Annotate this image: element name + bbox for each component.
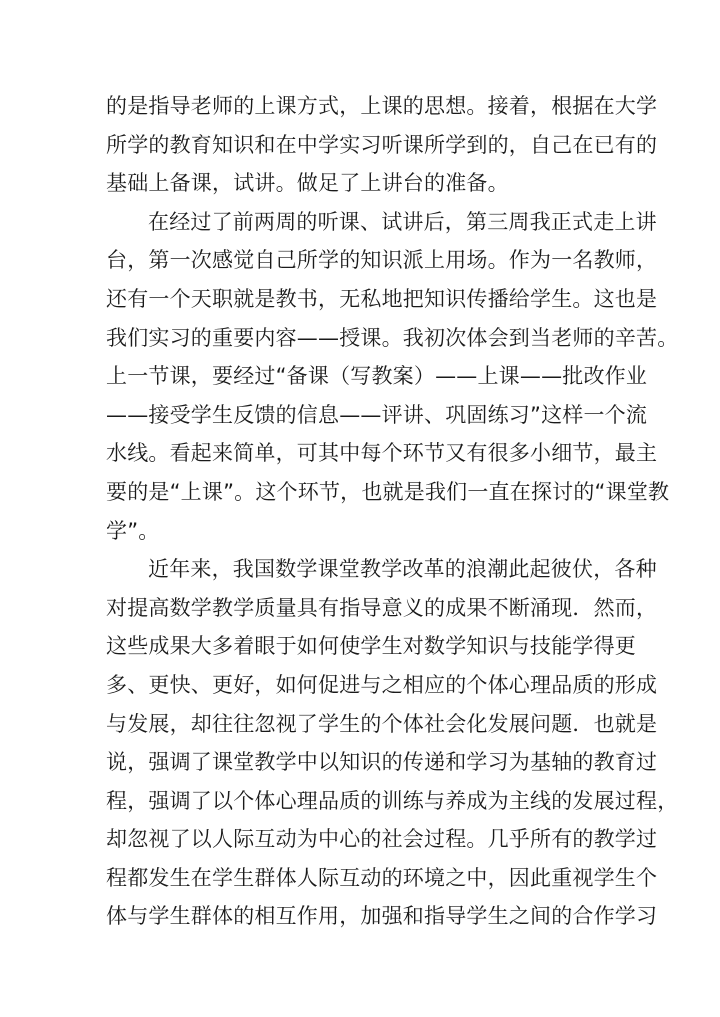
body-text [106, 87, 679, 936]
text-line: 说，强调了课堂教学中以知识的传递和学习为基轴的教育过 [106, 750, 658, 775]
text-line: 这些成果大多着眼于如何使学生对数学知识与技能学得更 [106, 634, 636, 659]
text-line: 在经过了前两周的听课、试讲后，第三周我正式走上讲 [148, 209, 657, 234]
text-line: 还有一个天职就是教书，无私地把知识传播给学生。这也是 [106, 286, 658, 311]
text-line: 水线。看起来简单，可其中每个环节又有很多小细节，最主 [106, 441, 658, 466]
text-line: 却忽视了以人际互动为中心的社会过程。几乎所有的教学过 [106, 827, 658, 852]
text-line: 与发展，却往往忽视了学生的个体社会化发展问题．也就是 [106, 711, 658, 736]
text-line: 台，第一次感觉自己所学的知识派上用场。作为一名教师， [106, 248, 658, 273]
text-line: 的是指导老师的上课方式，上课的思想。接着，根据在大学 [106, 94, 658, 118]
text-line: 近年来，我国数学课堂教学改革的浪潮此起彼伏，各种 [148, 557, 657, 582]
text-line: 我们实习的重要内容——授课。我初次体会到当老师的辛苦。 [106, 325, 679, 350]
text-line: 上一节课，要经过“备课（写教案）——上课——批改作业 [106, 364, 648, 389]
text-line: 程，强调了以个体心理品质的训练与养成为主线的发展过程， [106, 788, 679, 813]
text-line: 程都发生在学生群体人际互动的环境之中，因此重视学生个 [106, 865, 658, 890]
text-line: 要的是“上课”。这个环节，也就是我们一直在探讨的“课堂教 [106, 479, 670, 504]
text-line: 基础上备课，试讲。做足了上讲台的准备。 [106, 171, 509, 196]
text-line: 体与学生群体的相互作用，加强和指导学生之间的合作学习 [106, 904, 658, 929]
text-line: 对提高数学教学质量具有指导意义的成果不断涌现．然而， [106, 595, 658, 620]
text-line: 学”。 [106, 518, 160, 543]
text-line: ——接受学生反馈的信息——评讲、巩固练习”这样一个流 [106, 402, 648, 427]
text-line: 多、更快、更好，如何促进与之相应的个体心理品质的形成 [106, 672, 658, 697]
text-line: 所学的教育知识和在中学实习听课所学到的，自己在已有的 [106, 132, 658, 157]
